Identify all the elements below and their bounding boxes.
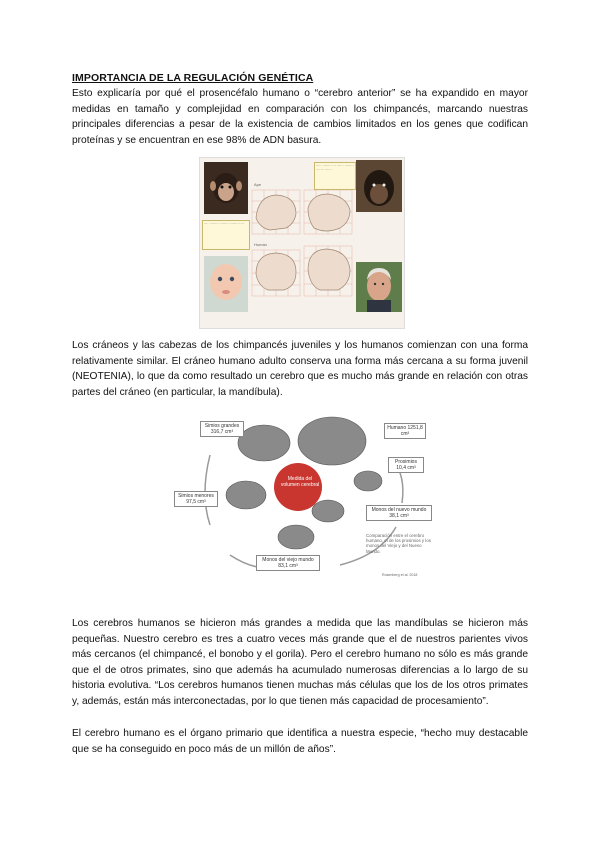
paragraph-neocortex: Esto explicaría por qué el prosencéfalo humano o “cerebro anterior” se ha expandido en mayor medidas en tamaño y complejidad en comparación con los chimpancés, marcando nuestras principales diferencias a pesar de la existencia de cambios limitados en los genes que codifican proteínas y se encuentran en ese 98% de ADN basura. — [72, 88, 528, 146]
human-baby-photo — [204, 256, 248, 312]
human-box: Humano 1251,8 cm³ — [384, 423, 426, 439]
adult-chimp-photo — [356, 160, 402, 212]
juvenile-chimp-photo — [204, 162, 248, 214]
lesser-apes-box: Simios menores 97,5 cm³ — [174, 491, 218, 507]
annotation-note: ····· ········· ·· ······ ········ ······· ······ — [314, 162, 356, 190]
paragraph-brain-size: Los cerebros humanos se hicieron más grandes a medida que las mandíbulas se hicieron más pequeñas. Nuestro cerebro es tres a cuatro veces más grande que el de nuestros parientes vivos más cercanos (el chimpancé, el bonobo y el gorila). Pero el cerebro humano no sólo es más grande que el de otros primates, sino que además ha acumulado numerosas diferencias a lo largo de su historia evolutiva. “Los cerebros humanos tienen muchas más células que los de los otros primates y, además, están más interconectadas, por lo que tienen más capacidad de procesamiento”. — [72, 618, 528, 707]
section-heading: IMPORTANCIA DE LA REGULACIÓN GENÉTICA — [72, 72, 314, 84]
human-label: Human — [254, 242, 267, 247]
figure-caption: Comparación entre el cerebro humano, el de los prosimios y los monos del Viejo y del Nuevo Mundo. — [366, 533, 431, 554]
center-label: Medida del volumen cerebral — [280, 476, 320, 488]
prosimians-box: Prosimios 10,4 cm³ — [388, 457, 424, 473]
figure-source: Rosenberg et al. 2018 — [382, 573, 418, 577]
skull-comparison-figure — [199, 157, 405, 329]
ape-label: Ape — [254, 182, 262, 187]
paragraph-neoteny: Los cráneos y las cabezas de los chimpancés juveniles y los humanos comienzan con una forma relativamente similar. El cráneo humano adulto conserva una forma más cercana a su forma juvenil (NEOTENIA), lo que da como resultado un cerebro que es mucho más grande en relación con otras partes del cráneo (en particular, la mandíbula). — [72, 340, 528, 398]
brain-volume-figure — [170, 415, 436, 586]
great-apes-box: Simios grandes 316,7 cm³ — [200, 421, 244, 437]
old-world-monkeys-box: Monos del viejo mundo 83,1 cm³ — [256, 555, 320, 571]
new-world-monkeys-box: Monos del nuevo mundo 38,1 cm³ — [366, 505, 432, 521]
adult-human-photo — [356, 262, 402, 312]
annotation-note: ···· ········ ······· ········ ····· — [202, 220, 250, 250]
paragraph-conclusion: El cerebro humano es el órgano primario que identifica a nuestra especie, “hecho muy destacable que se ha conseguido en poco más de un millón de años”. — [72, 728, 528, 755]
